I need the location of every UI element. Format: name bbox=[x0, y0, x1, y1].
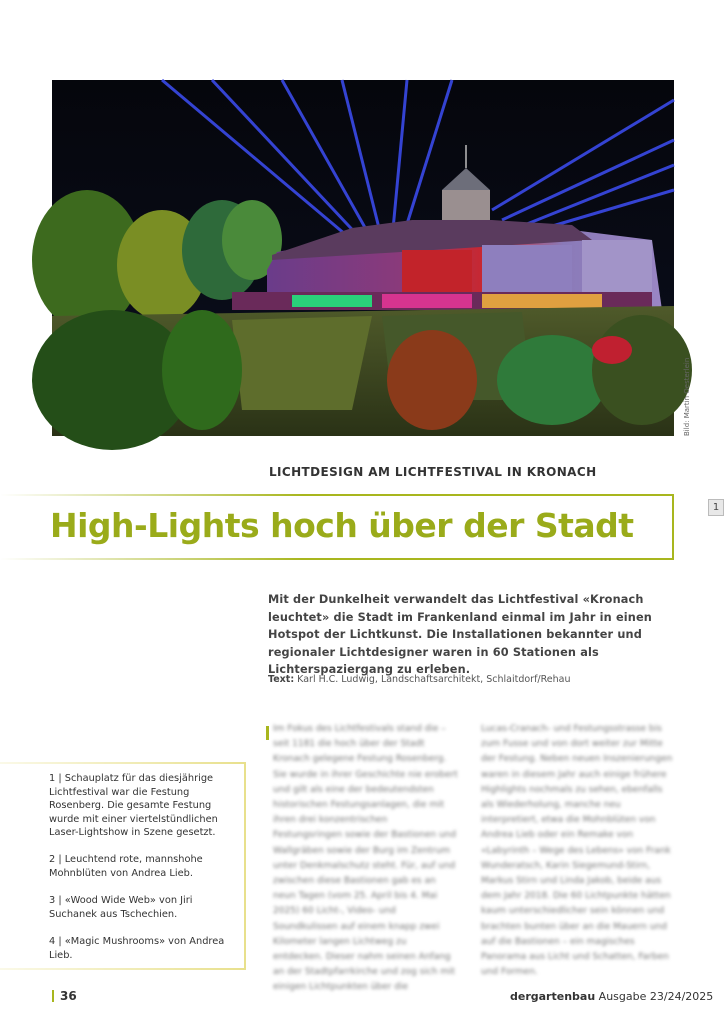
page-number: 36 bbox=[60, 989, 77, 1003]
article-title: High-Lights hoch über der Stadt bbox=[50, 506, 634, 545]
caption-2: 2 | Leuchtend rote, mannshohe Mohnblüten von Andrea Lieb. bbox=[49, 854, 203, 879]
title-rule-top bbox=[0, 494, 674, 496]
caption-3: 3 | «Wood Wide Web» von Jiri Suchanek aus Tschechien. bbox=[49, 895, 193, 920]
title-rule-bottom bbox=[0, 558, 674, 560]
column-start-mark bbox=[266, 726, 269, 740]
caption-4: 4 | «Magic Mushrooms» von Andrea Lieb. bbox=[49, 936, 225, 961]
byline-label: Text: bbox=[268, 674, 295, 685]
figure-number: 1 bbox=[708, 499, 724, 516]
byline bbox=[268, 674, 571, 685]
title-rule-right bbox=[672, 494, 674, 560]
body-text-2: Lucas-Cranach- und Festungsstrasse bis zum Fusse und von dort weiter zur Mitte der Festung. Neben neuen Inszenierungen waren in diesem Jahr auch einige frühere Highlights nochmals zu sehen, ebenfalls als Wiederholung, manche neu interpretiert, etwa die Mohnblüten von Andrea Lieb oder ein Remake von «Labyrinth – Wege des Lebens» von Frank Wunderatsch, Karin Siegemund-Stirn, Markus Stirn und Linda Jakob, beide aus dem Jahr 2018. Die 60 Lichtpunkte hätten kaum unterschiedlicher sein können und brachten bunten über an die Mauern und auf die Bastionen – ein magisches Panorama aus Licht und Schatten, Farben und Formen. bbox=[481, 724, 673, 978]
issue-label: Ausgabe 23/24/2025 bbox=[598, 990, 714, 1003]
caption-box bbox=[0, 762, 246, 972]
title-frame bbox=[0, 494, 674, 562]
caption-1: 1 | Schauplatz für das diesjährige Lichtfestival war die Festung Rosenberg. Die gesamte Festung wurde mit einer viertelstündlichen Laser-Lightshow in Szene gesetzt. bbox=[49, 773, 218, 838]
photo-credit: Bild: Martin Oesterlein bbox=[683, 357, 691, 436]
body-column-2 bbox=[481, 722, 675, 980]
body-text-1: Im Fokus des Lichtfestivals stand die – seit 1181 die hoch über der Stadt Kronach gelegene Festung Rosenberg. Sie wurde in ihrer Geschichte nie erobert und gilt als eine der bedeutendsten historischen Festungsanlagen, die mit ihren drei konzentrischen Festungsringen sowie der Bastionen und Wallgräben sowie der Burg im Zentrum unter Denkmalschutz steht. Für, auf und zwischen diese Bastionen gab es an neun Tagen (vom 25. April bis 4. Mai 2025) 60 Licht-, Video- und Soundkulissen auf einem knapp zwei Kilometer langen Lichtweg zu entdecken. Dieser nahm seinen Anfang an der Stadtpfarrkirche und zog sich mit einigen Lichtpunkten über die bbox=[273, 724, 458, 993]
lead-paragraph: Mit der Dunkelheit verwandelt das Lichtfestival «Kronach leuchtet» die Stadt im Frankenland einmal im Jahr in einen Hotspot der Lichtkunst. Die Installationen bekannter und regionaler Lichtdesigner waren in 60 Stationen als Lichterspaziergang zu erleben. bbox=[268, 593, 652, 676]
caption-rule-bottom bbox=[0, 968, 246, 970]
caption-rule-right bbox=[244, 762, 246, 970]
footer-accent-bar bbox=[52, 990, 54, 1002]
caption-rule-top bbox=[0, 762, 246, 764]
magazine-name: dergartenbau bbox=[510, 990, 596, 1003]
footer-publication bbox=[510, 990, 713, 1003]
kicker: LICHTDESIGN AM LICHTFESTIVAL IN KRONACH bbox=[269, 465, 597, 479]
body-column-1 bbox=[273, 722, 459, 996]
festung-night-laser-image bbox=[52, 80, 674, 436]
byline-author: Karl H.C. Ludwig, Landschaftsarchitekt, Schlaitdorf/Rehau bbox=[297, 674, 571, 685]
